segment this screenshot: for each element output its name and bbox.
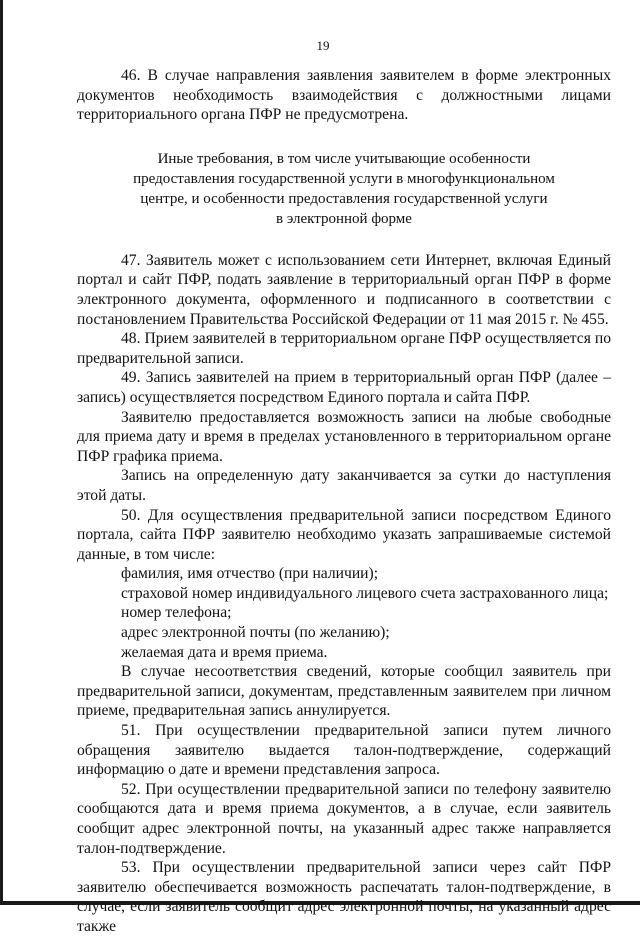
heading-line: центре, и особенности предоставления государственной услуги bbox=[140, 190, 548, 207]
document-body bbox=[77, 66, 611, 937]
section-heading bbox=[77, 149, 611, 229]
paragraph-47: 47. Заявитель может с использованием сети Интернет, включая Единый портал и сайт ПФР, подать заявление в территориальный орган ПФР в форме электронного документа, оформленного и подписанного в соответствии с постановлением Правительства Российской Федерации от 11 мая 2015 г. № 455. bbox=[77, 251, 611, 328]
heading-line: Иные требования, в том числе учитывающие особенности bbox=[157, 150, 531, 167]
paragraph-46: 46. В случае направления заявления заявителем в форме электронных документов необходимость взаимодействия с должностными лицами территориального органа ПФР не предусмотрена. bbox=[77, 67, 611, 124]
paragraph-51: 51. При осуществлении предварительной записи путем личного обращения заявителю выдается талон-подтверждение, содержащий информацию о дате и времени представления запроса. bbox=[77, 722, 611, 779]
page-number: 19 bbox=[316, 38, 330, 53]
paragraph-49-slots: Заявителю предоставляется возможность записи на любые свободные для приема дату и время в пределах установленного в территориальном органе ПФР графика приема. bbox=[77, 408, 611, 465]
paragraph-52: 52. При осуществлении предварительной записи по телефону заявителю сообщаются дата и время приема документов, а в случае, если заявитель сообщит адрес электронной почты, на указанный адрес также направляется талон-подтверждение. bbox=[77, 780, 611, 857]
paragraph-49: 49. Запись заявителей на прием в территориальный орган ПФР (далее – запись) осуществляется посредством Единого портала и сайта ПФР. bbox=[77, 369, 611, 406]
list-item: фамилия, имя отчество (при наличии); bbox=[121, 565, 379, 583]
heading-line: предоставления государственной услуги в многофункциональном bbox=[133, 170, 555, 187]
paragraph-53: 53. При осуществлении предварительной записи через сайт ПФР заявителю обеспечивается возможность распечатать талон-подтверждение, в случае, если заявитель сообщит адрес электронной почты, на указанный адрес также bbox=[77, 859, 611, 935]
list-item: желаемая дата и время приема. bbox=[121, 643, 328, 661]
paragraph-mismatch: В случае несоответствия сведений, которые сообщил заявитель при предварительной записи, документам, представленным заявителем при личном приеме, предварительная запись аннулируется. bbox=[77, 663, 611, 720]
heading-line: в электронной форме bbox=[276, 210, 412, 227]
list-item: страховой номер индивидуального лицевого счета застрахованного лица; bbox=[121, 584, 609, 602]
list-item: адрес электронной почты (по желанию); bbox=[121, 624, 390, 642]
list-item: номер телефона; bbox=[121, 604, 232, 622]
paragraph-50: 50. Для осуществления предварительной записи посредством Единого портала, сайта ПФР заявителю необходимо указать запрашиваемые системой данные, в том числе: bbox=[77, 506, 611, 563]
paragraph-49-deadline: Запись на определенную дату заканчивается за сутки до наступления этой даты. bbox=[77, 467, 611, 504]
paragraph-48: 48. Прием заявителей в территориальном органе ПФР осуществляется по предварительной записи. bbox=[77, 330, 611, 367]
